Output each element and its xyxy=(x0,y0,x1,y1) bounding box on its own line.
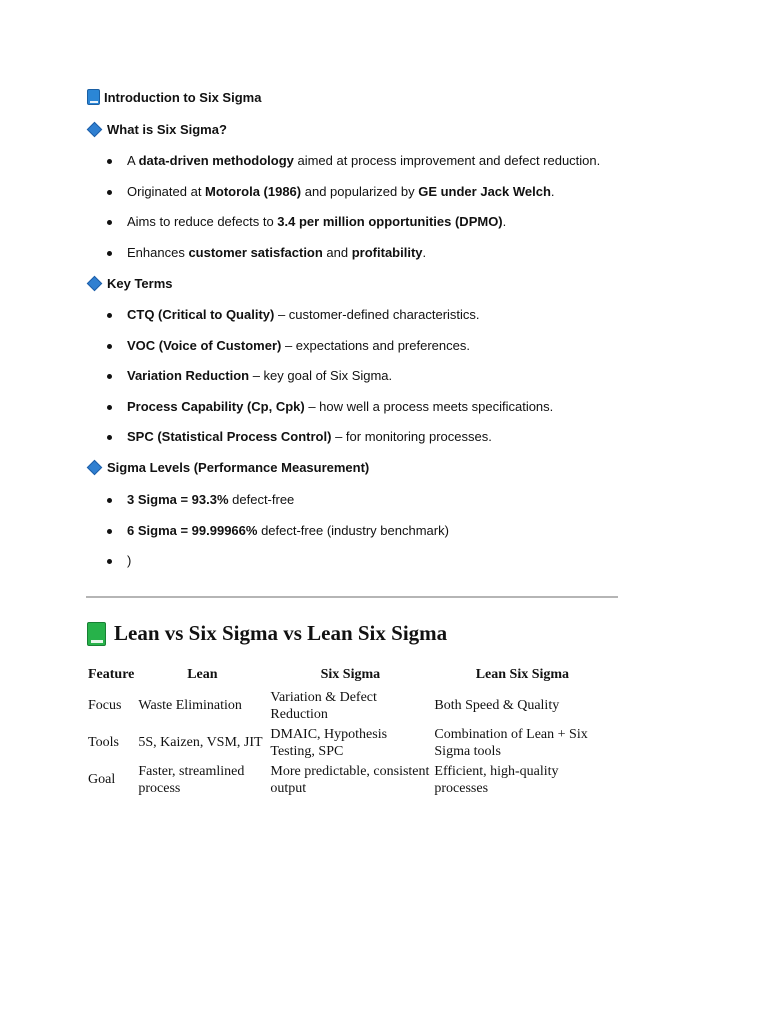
levels-heading xyxy=(87,460,369,475)
table-cell: Focus xyxy=(88,698,122,713)
table-header-cell: Lean Six Sigma xyxy=(475,667,570,682)
list-item xyxy=(105,214,600,245)
bold-text: customer satisfaction xyxy=(188,244,323,260)
list-item xyxy=(105,553,449,584)
bold-text: 6 Sigma = 99.99966% xyxy=(127,522,258,538)
comparison-table xyxy=(86,664,612,798)
what-title: What is Six Sigma? xyxy=(107,122,227,137)
blue-diamond-icon xyxy=(87,460,103,476)
text-run: – how well a process meets specifications. xyxy=(304,398,554,414)
table-cell: More predictable, consistent output xyxy=(270,763,430,796)
what-heading xyxy=(87,122,227,137)
intro-heading xyxy=(87,89,261,105)
table-cell: Variation & Defect Reduction xyxy=(270,689,377,722)
list-item xyxy=(105,245,600,276)
text-run: and popularized by xyxy=(301,183,419,199)
levels-title: Sigma Levels (Performance Measurement) xyxy=(107,460,370,475)
list-item xyxy=(105,153,600,184)
table-cell: Both Speed & Quality xyxy=(434,698,560,713)
terms-heading xyxy=(87,276,173,291)
table-header-cell: Lean xyxy=(187,667,218,682)
text-run: – for monitoring processes. xyxy=(331,429,492,444)
table-cell: Efficient, high-quality processes xyxy=(434,763,559,796)
table-cell: Goal xyxy=(88,772,116,787)
terms-title: Key Terms xyxy=(107,276,173,291)
table-cell: 5S, Kaizen, VSM, JIT xyxy=(138,735,263,750)
bold-text: 3.4 per million opportunities (DPMO) xyxy=(277,214,503,229)
blue-diamond-icon xyxy=(87,276,103,292)
table-header-cell: Six Sigma xyxy=(320,667,381,682)
bold-text: data-driven methodology xyxy=(138,153,294,168)
table-cell: Waste Elimination xyxy=(138,698,242,713)
text-run: . xyxy=(422,244,427,260)
text-run: – customer-defined characteristics. xyxy=(274,307,480,322)
bold-text: Variation Reduction xyxy=(127,368,250,383)
bold-text: Process Capability (Cp, Cpk) xyxy=(127,398,305,414)
comparison-heading xyxy=(87,621,447,646)
bold-text: SPC (Statistical Process Control) xyxy=(127,429,332,444)
text-run: Enhances xyxy=(127,244,189,260)
list-item xyxy=(105,523,449,554)
terms-list xyxy=(105,307,553,460)
text-run: ) xyxy=(127,553,132,568)
list-item xyxy=(105,338,553,369)
list-item xyxy=(105,368,553,399)
text-run: . xyxy=(502,214,507,229)
text-run: and xyxy=(322,244,352,260)
table-header-row xyxy=(86,664,612,687)
intro-title: Introduction to Six Sigma xyxy=(104,89,262,105)
bold-text: profitability xyxy=(351,244,423,260)
table-cell: Faster, streamlined process xyxy=(138,763,245,796)
table-cell: DMAIC, Hypothesis Testing, SPC xyxy=(270,726,388,759)
text-run: Originated at xyxy=(127,183,206,199)
blue-book-icon xyxy=(87,89,100,105)
green-book-icon xyxy=(87,622,106,646)
levels-list xyxy=(105,492,449,584)
list-item xyxy=(105,184,600,215)
text-run: Aims to reduce defects to xyxy=(127,214,278,229)
bold-text: 3 Sigma = 93.3% xyxy=(127,492,229,507)
list-item xyxy=(105,307,553,338)
text-run: – key goal of Six Sigma. xyxy=(249,368,393,383)
bold-text: Motorola (1986) xyxy=(205,183,302,199)
table-cell: Combination of Lean + Six Sigma tools xyxy=(434,726,588,759)
bold-text: CTQ (Critical to Quality) xyxy=(127,307,275,322)
bold-text: VOC (Voice of Customer) xyxy=(127,337,282,353)
text-run: defect-free xyxy=(228,492,295,507)
table-row xyxy=(86,687,612,724)
list-item xyxy=(105,429,553,460)
list-item xyxy=(105,492,449,523)
blue-diamond-icon xyxy=(87,122,103,138)
what-list xyxy=(105,153,600,275)
text-run: . xyxy=(550,183,555,199)
text-run: aimed at process improvement and defect reduction. xyxy=(293,153,601,168)
table-header-cell: Feature xyxy=(88,667,135,682)
table-row xyxy=(86,761,612,798)
horizontal-divider xyxy=(86,596,618,598)
text-run: A xyxy=(127,153,139,168)
list-item xyxy=(105,399,553,430)
text-run: – expectations and preferences. xyxy=(281,337,470,353)
bold-text: GE under Jack Welch xyxy=(418,183,551,199)
table-row xyxy=(86,724,612,761)
comparison-title: Lean vs Six Sigma vs Lean Six Sigma xyxy=(114,621,448,645)
text-run: defect-free (industry benchmark) xyxy=(257,522,449,538)
table-cell: Tools xyxy=(88,735,119,750)
